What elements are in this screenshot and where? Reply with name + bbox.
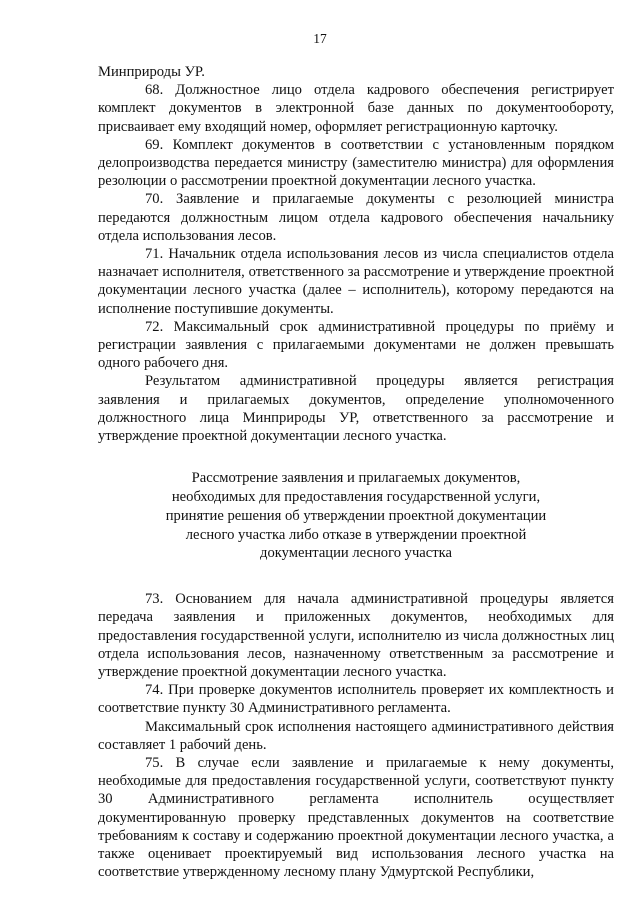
heading-line: принятие решения об утверждении проектной документации — [165, 507, 547, 524]
paragraph-72: 72. Максимальный срок административной процедуры по приёму и регистрации заявления с прилагаемыми документами не должен превышать одного рабочего дня. — [98, 318, 614, 372]
heading-line: Рассмотрение заявления и прилагаемых документов, — [191, 470, 521, 487]
paragraph-69: 69. Комплект документов в соответствии с установленным порядком делопроизводства передается министру (заместителю министра) для оформления резолюции о рассмотрении проектной документации лесного участка. — [98, 136, 614, 190]
paragraph-71: 71. Начальник отдела использования лесов из числа специалистов отдела назначает исполнителя, ответственного за рассмотрение и утверждение проектной документации лесного участка (далее – исполнитель), которому передаются на исполнение поступившие документы. — [98, 246, 614, 317]
document-body — [98, 63, 614, 882]
page-number: 17 — [313, 31, 327, 46]
paragraph-73: 73. Основанием для начала административной процедуры является передача заявления и приложенных документов, необходимых для предоставления государственной услуги, исполнителю из числа должностных лиц отдела использования лесов, назначенному ответственным за рассмотрение и утверждение проектной документации лесного участка. — [98, 591, 614, 681]
paragraph-74: 74. При проверке документов исполнитель проверяет их комплектность и соответствие пункту 30 Административного регламента. — [98, 682, 614, 717]
heading-line: лесного участка либо отказе в утверждении проектной — [185, 526, 527, 543]
paragraph-result: Результатом административной процедуры является регистрация заявления и прилагаемых документов, определение уполномоченного должностного лица Минприроды УР, ответственного за рассмотрение и утверждение проектной документации лесного участка. — [98, 373, 614, 445]
section-heading — [98, 469, 614, 563]
paragraph-continuation: Минприроды УР. — [98, 64, 205, 80]
paragraph-70: 70. Заявление и прилагаемые документы с резолюцией министра передаются должностным лицом отдела кадрового обеспечения начальнику отдела использования лесов. — [98, 191, 614, 244]
paragraph-68: 68. Должностное лицо отдела кадрового обеспечения регистрирует комплект документов в электронной базе данных по документообороту, присваивает ему входящий номер, оформляет регистрационную карточку. — [98, 82, 614, 135]
heading-line: документации лесного участка — [260, 545, 452, 562]
heading-line: необходимых для предоставления государственной услуги, — [171, 489, 541, 506]
paragraph-max-term: Максимальный срок исполнения настоящего административного действия составляет 1 рабочий день. — [98, 718, 614, 753]
paragraph-75: 75. В случае если заявление и прилагаемые к нему документы, необходимые для предоставления государственной услуги, соответствуют пункту 30 Административного регламента исполнитель осуществляет документированную проверку представленных документов на соответствие требованиям к составу и содержанию проектной документации лесного участка, а также оценивает проектируемый вид использования лесного участка на соответствие утвержденному лесному плану Удмуртской Республики, — [98, 755, 614, 881]
